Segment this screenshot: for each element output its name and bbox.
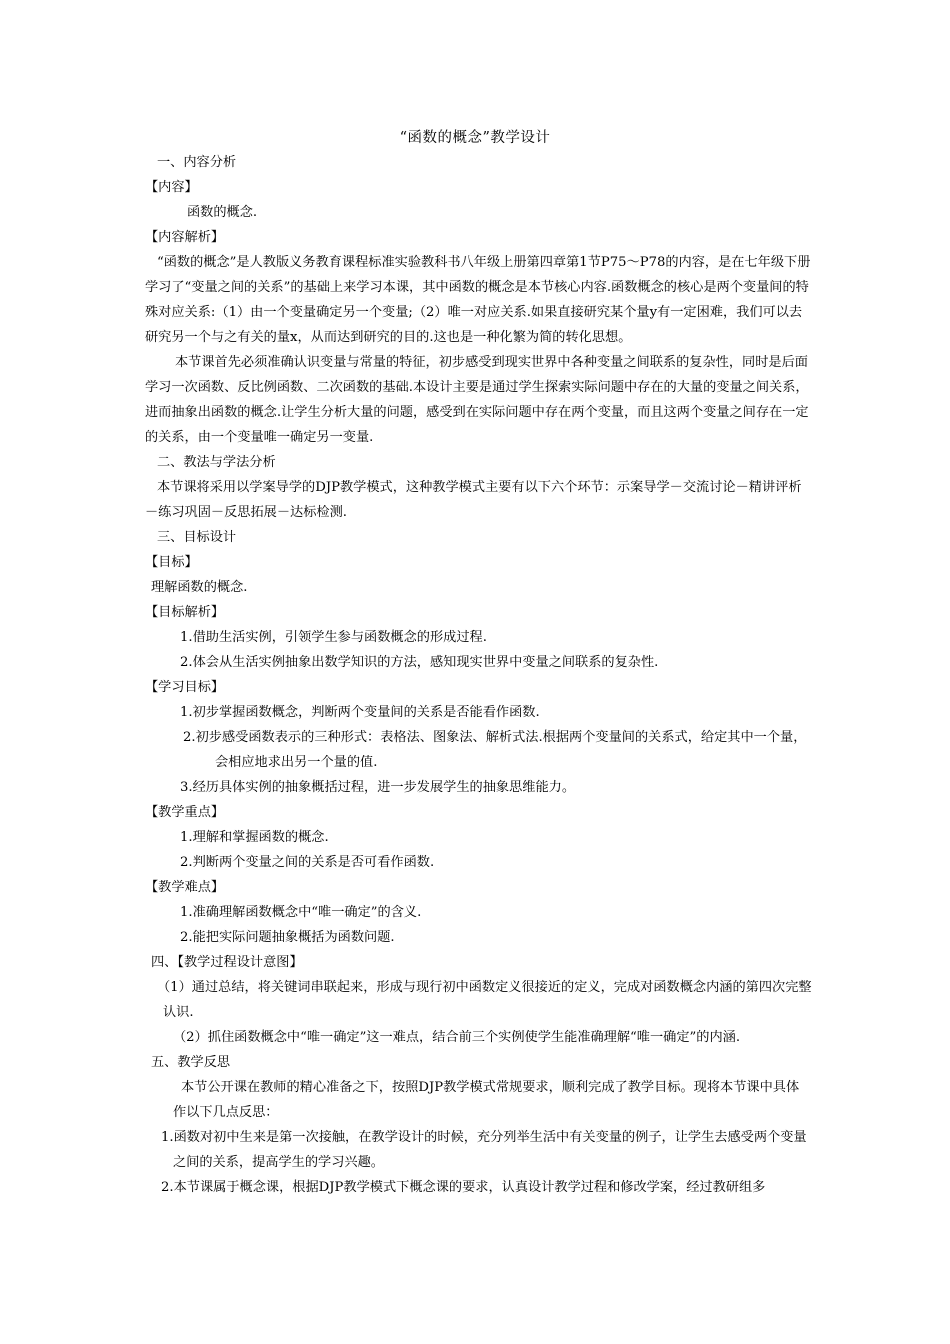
section-heading-methods: 二、教法与学法分析 — [157, 455, 276, 470]
process-intent-item-1: （1）通过总结，将关键词串联起来，形成与现行初中函数定义很接近的定义，完成对函数概念内涵的第四次完整认识. — [157, 980, 812, 1020]
goal-analysis-item-1: 1.借助生活实例，引领学生参与函数概念的形成过程. — [180, 630, 487, 645]
difficulty-item-1: 1.准确理解函数概念中“唯一确定”的含义. — [180, 905, 422, 920]
content-analysis-tag: 【内容解析】 — [145, 230, 225, 245]
content-analysis-paragraph-2: 本节课首先必须准确认识变量与常量的特征，初步感受到现实世界中各种变量之间联系的复杂性，同时是后面学习一次函数、反比例函数、二次函数的基础.本设计主要是通过学生探索实际问题中存在的大量的变量之间关系，进而抽象出函数的概念.让学生分析大量的问题，感受到在实际问题中存在两个变量，而且这两个变量之间存在一定的关系，由一个变量唯一确定另一变量. — [145, 355, 809, 445]
document-title: “函数的概念”教学设计 — [399, 130, 551, 146]
reflection-intro: 本节公开课在教师的精心准备之下，按照DJP教学模式常规要求，顺利完成了教学目标。现将本节课中具体作以下几点反思： — [173, 1080, 800, 1120]
process-intent-item-2: （2）抓住函数概念中“唯一确定”这一难点，结合前三个实例使学生能准确理解“唯一确定”的内涵. — [173, 1030, 741, 1045]
section-heading-content-analysis: 一、内容分析 — [157, 155, 237, 170]
methods-paragraph: 本节课将采用以学案导学的DJP教学模式，这种教学模式主要有以下六个环节：示案导学－交流讨论－精讲评析－练习巩固－反思拓展－达标检测. — [145, 480, 802, 520]
difficulties-tag: 【教学难点】 — [145, 880, 225, 895]
learning-goal-item-2: 2.初步感受函数表示的三种形式：表格法、图象法、解析式法.根据两个变量间的关系式，给定其中一个量，会相应地求出另一个量的值. — [183, 730, 807, 770]
learning-goal-item-1: 1.初步掌握函数概念，判断两个变量间的关系是否能看作函数. — [180, 705, 540, 720]
key-point-item-1: 1.理解和掌握函数的概念. — [180, 830, 329, 845]
goal-text: 理解函数的概念. — [151, 580, 248, 595]
difficulty-item-2: 2.能把实际问题抽象概括为函数问题. — [180, 930, 395, 945]
goal-tag: 【目标】 — [145, 555, 198, 570]
goal-analysis-tag: 【目标解析】 — [145, 605, 225, 620]
key-points-tag: 【教学重点】 — [145, 805, 225, 820]
document-body — [145, 150, 812, 1200]
goal-analysis-item-2: 2.体会从生活实例抽象出数学知识的方法，感知现实世界中变量之间联系的复杂性. — [180, 655, 659, 670]
section-heading-process-intent: 四、【教学过程设计意图】 — [151, 955, 303, 970]
key-point-item-2: 2.判断两个变量之间的关系是否可看作函数. — [180, 855, 435, 870]
learning-goal-item-3: 3.经历具体实例的抽象概括过程，进一步发展学生的抽象思维能力。 — [180, 780, 576, 795]
content-text: 函数的概念. — [187, 205, 258, 220]
content-tag: 【内容】 — [145, 180, 198, 195]
reflection-item-1: 1.函数对初中生来是第一次接触，在教学设计的时候，充分列举生活中有关变量的例子，让学生去感受两个变量之间的关系，提高学生的学习兴趣。 — [161, 1130, 807, 1170]
section-heading-goals: 三、目标设计 — [157, 530, 237, 545]
learning-goals-tag: 【学习目标】 — [145, 680, 225, 695]
reflection-item-2: 2.本节课属于概念课，根据DJP教学模式下概念课的要求，认真设计教学过程和修改学案，经过教研组多 — [161, 1180, 766, 1195]
section-heading-reflection: 五、教学反思 — [151, 1055, 231, 1070]
content-analysis-paragraph-1: “函数的概念”是人教版义务教育课程标准实验教科书八年级上册第四章第1节P75～P78的内容，是在七年级下册学习了“变量之间的关系”的基础上来学习本课，其中函数的概念是本节核心内容.函数概念的核心是两个变量间的特殊对应关系:（1）由一个变量确定另一个变量;（2）唯一对应关系.如果直接研究某个量y有一定困难，我们可以去研究另一个与之有关的量x，从而达到研究的目的.这也是一种化繁为简的转化思想。 — [145, 255, 811, 345]
